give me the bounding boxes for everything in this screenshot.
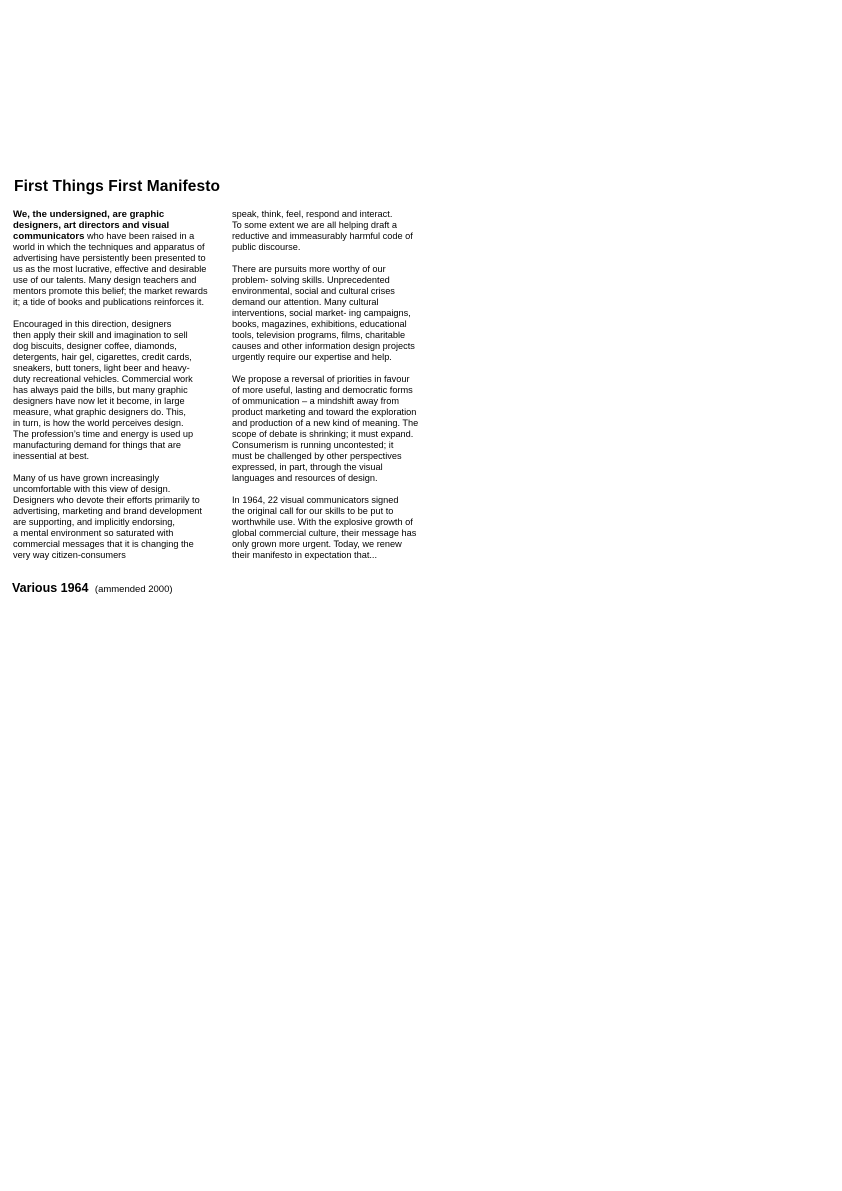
body-text: it; a tide of books and publications reinforces it. [13,297,205,307]
text-line [232,440,447,451]
text-line [13,517,235,528]
paragraph-break [13,308,235,319]
text-line [232,330,447,341]
body-text: must be challenged by other perspectives [232,451,402,461]
body-text: of ommunication – a mindshift away from [232,396,399,406]
text-line [13,550,235,561]
body-text: Consumerism is running uncontested; it [232,440,394,450]
text-line [232,473,447,484]
text-line [13,330,235,341]
body-text: urgently require our expertise and help. [232,352,392,362]
body-text: advertising have persistently been presented to [13,253,206,263]
body-text: sneakers, butt toners, light beer and heavy- [13,363,190,373]
attribution-note: (ammended 2000) [94,584,173,595]
body-text: dog biscuits, designer coffee, diamonds, [13,341,177,351]
body-text: duty recreational vehicles. Commercial work [13,374,193,384]
body-text: Encouraged in this direction, designers [13,319,172,329]
body-text: tools, television programs, films, charitable [232,330,406,340]
body-text: inessential at best. [13,451,90,461]
text-line [13,495,235,506]
text-line [13,286,235,297]
text-line [232,308,447,319]
text-line [232,352,447,363]
body-text: uncomfortable with this view of design. [13,484,171,494]
text-line [13,506,235,517]
text-line [232,517,447,528]
text-line [232,319,447,330]
bold-lead-text: designers, art directors and visual [13,220,170,231]
body-text: languages and resources of design. [232,473,378,483]
body-text: Many of us have grown increasingly [13,473,160,483]
body-text: global commercial culture, their message has [232,528,417,538]
text-line [232,550,447,561]
text-line [232,275,447,286]
paragraph-break [232,484,447,495]
text-line [13,429,235,440]
text-line [13,253,235,264]
bold-lead-text: communicators [13,231,85,242]
body-text: We propose a reversal of priorities in favour [232,374,410,384]
text-line [13,539,235,550]
body-text: product marketing and toward the exploration [232,407,417,417]
attribution-author: Various 1964 [12,581,89,595]
body-text: their manifesto in expectation that... [232,550,378,560]
text-line [232,264,447,275]
body-text: manufacturing demand for things that are [13,440,182,450]
body-text: advertising, marketing and brand development [13,506,202,516]
text-line [13,484,235,495]
text-line [232,495,447,506]
text-line [232,429,447,440]
attribution [12,579,173,597]
text-line [13,363,235,374]
text-line [232,385,447,396]
text-line [13,418,235,429]
text-line [13,528,235,539]
body-text: expressed, in part, through the visual [232,462,383,472]
body-text: To some extent we are all helping draft a [232,220,397,230]
body-text: very way citizen-consumers [13,550,126,560]
text-line [13,297,235,308]
body-text: of more useful, lasting and democratic forms [232,385,413,395]
body-text: then apply their skill and imagination to sell [13,330,188,340]
body-text: scope of debate is shrinking; it must expand. [232,429,414,439]
text-line [232,407,447,418]
body-text: There are pursuits more worthy of our [232,264,386,274]
manifesto-column-right [232,209,447,561]
body-text: in turn, is how the world perceives design. [13,418,184,428]
text-line [13,385,235,396]
text-line [13,396,235,407]
bold-lead-text: We, the undersigned, are graphic [13,209,165,220]
text-line [232,242,447,253]
text-line [13,242,235,253]
text-line [13,352,235,363]
text-line [13,264,235,275]
body-text: books, magazines, exhibitions, educational [232,319,407,329]
body-text: the original call for our skills to be put to [232,506,394,516]
text-line [13,374,235,385]
body-text: reductive and immeasurably harmful code of [232,231,413,241]
body-text: demand our attention. Many cultural [232,297,379,307]
text-line [13,473,235,484]
text-line [232,418,447,429]
paragraph-break [232,363,447,374]
body-text: a mental environment so saturated with [13,528,174,538]
text-line [232,539,447,550]
body-text: public discourse. [232,242,301,252]
paragraph-break [232,253,447,264]
body-text: are supporting, and implicitly endorsing, [13,517,175,527]
text-line [232,528,447,539]
body-text: environmental, social and cultural crises [232,286,395,296]
body-text: measure, what graphic designers do. This, [13,407,186,417]
body-text: designers have now let it become, in large [13,396,185,406]
body-text: commercial messages that it is changing the [13,539,194,549]
body-text: worthwhile use. With the explosive growth of [232,517,413,527]
body-text: causes and other information design projects [232,341,415,351]
text-line [232,396,447,407]
body-text: has always paid the bills, but many graphic [13,385,188,395]
body-text: and production of a new kind of meaning. The [232,418,419,428]
body-text: only grown more urgent. Today, we renew [232,539,402,549]
paragraph-break [13,462,235,473]
text-line [13,440,235,451]
body-text: In 1964, 22 visual communicators signed [232,495,399,505]
body-text: mentors promote this belief; the market rewards [13,286,208,296]
text-line [13,319,235,330]
text-line [13,220,235,231]
text-line [13,451,235,462]
text-line [13,209,235,220]
body-text: The profession’s time and energy is used up [13,429,194,439]
manifesto-column-left [13,209,235,561]
body-text: us as the most lucrative, effective and desirable [13,264,207,274]
text-line [13,275,235,286]
body-text: speak, think, feel, respond and interact. [232,209,393,219]
text-line [232,209,447,220]
text-line [232,297,447,308]
body-text: detergents, hair gel, cigarettes, credit cards, [13,352,192,362]
body-text: problem- solving skills. Unprecedented [232,275,390,285]
text-line [232,231,447,242]
body-text: who have been raised in a [84,231,195,241]
text-line [232,220,447,231]
text-line [232,462,447,473]
text-line [13,231,235,242]
text-line [13,407,235,418]
body-text: interventions, social market- ing campaigns, [232,308,411,318]
text-line [232,286,447,297]
text-line [232,374,447,385]
page-title: First Things First Manifesto [14,178,221,195]
body-text: world in which the techniques and apparatus of [13,242,205,252]
body-text: Designers who devote their efforts primarily to [13,495,200,505]
body-text: use of our talents. Many design teachers and [13,275,197,285]
text-line [232,451,447,462]
text-line [13,341,235,352]
text-line [232,506,447,517]
text-line [232,341,447,352]
